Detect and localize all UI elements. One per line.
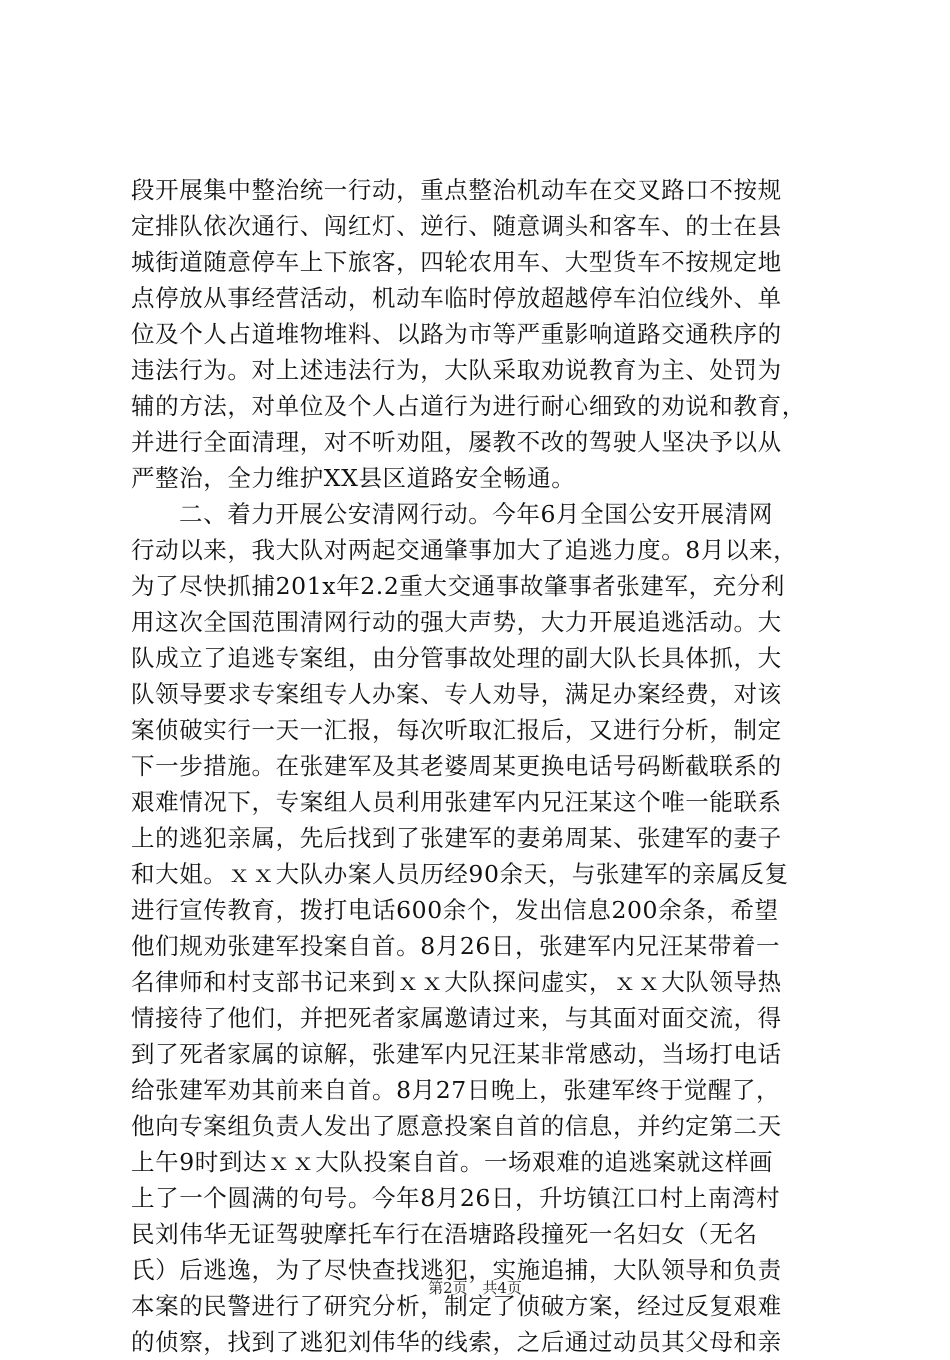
text-line: 他向专案组负责人发出了愿意投案自首的信息，并约定第二天 <box>131 1112 782 1140</box>
text-line: 用这次全国范围清网行动的强大声势，大力开展追逃活动。大 <box>131 608 782 636</box>
body-text <box>131 172 851 1360</box>
text-line: 严整治，全力维护XX县区道路安全畅通。 <box>131 464 576 492</box>
page-number: 第2页 <box>428 1279 468 1297</box>
text-line: 情接待了他们，并把死者家属邀请过来，与其面对面交流，得 <box>131 1004 782 1032</box>
text-line: 队成立了追逃专案组，由分管事故处理的副大队长具体抓，大 <box>131 644 782 672</box>
text-line: 给张建军劝其前来自首。8月27日晚上，张建军终于觉醒了， <box>131 1076 781 1104</box>
text-line: 到了死者家属的谅解，张建军内兄汪某非常感动，当场打电话 <box>131 1040 782 1068</box>
text-line: 城街道随意停车上下旅客，四轮农用车、大型货车不按规定地 <box>131 248 782 276</box>
text-line: 下一步措施。在张建军及其老婆周某更换电话号码断截联系的 <box>131 752 782 780</box>
text-line: 违法行为。对上述违法行为，大队采取劝说教育为主、处罚为 <box>131 356 782 384</box>
text-line: 他们规劝张建军投案自首。8月26日，张建军内兄汪某带着一 <box>131 932 781 960</box>
page-total: 共4页 <box>482 1279 522 1297</box>
text-line: 为了尽快抓捕201x年2.2重大交通事故肇事者张建军，充分利 <box>131 572 785 600</box>
text-line: 定排队依次通行、闯红灯、逆行、随意调头和客车、的士在县 <box>131 212 782 240</box>
text-line: 民刘伟华无证驾驶摩托车行在浯塘路段撞死一名妇女（无名 <box>131 1220 758 1248</box>
text-line: 点停放从事经营活动，机动车临时停放超越停车泊位线外、单 <box>131 284 782 312</box>
text-line: 辅的方法，对单位及个人占道行为进行耐心细致的劝说和教育， <box>131 392 806 420</box>
text-line: 位及个人占道堆物堆料、以路为市等严重影响道路交通秩序的 <box>131 320 782 348</box>
text-line: 艰难情况下，专案组人员利用张建军内兄汪某这个唯一能联系 <box>131 788 782 816</box>
text-line: 上午9时到达ｘｘ大队投案自首。一场艰难的追逃案就这样画 <box>131 1148 774 1176</box>
text-line: 并进行全面清理，对不听劝阻，屡教不改的驾驶人坚决予以从 <box>131 428 782 456</box>
text-line: 上了一个圆满的句号。今年8月26日，升坊镇江口村上南湾村 <box>131 1184 781 1212</box>
paragraph-start-line: 二、着力开展公安清网行动。今年6月全国公安开展清网 <box>179 500 773 528</box>
text-line: 队领导要求专案组专人办案、专人劝导，满足办案经费，对该 <box>131 680 782 708</box>
text-line: 氏）后逃逸，为了尽快查找逃犯，实施追捕，大队领导和负责 <box>131 1256 782 1284</box>
text-line: 行动以来，我大队对两起交通肇事加大了追逃力度。8月以来， <box>131 536 798 564</box>
text-line: 案侦破实行一天一汇报，每次听取汇报后，又进行分析，制定 <box>131 716 782 744</box>
text-line: 的侦察，找到了逃犯刘伟华的线索，之后通过动员其父母和亲 <box>131 1328 782 1356</box>
text-line: 上的逃犯亲属，先后找到了张建军的妻弟周某、张建军的妻子 <box>131 824 782 852</box>
text-line: 名律师和村支部书记来到ｘｘ大队探问虚实，ｘｘ大队领导热 <box>131 968 782 996</box>
text-line: 和大姐。ｘｘ大队办案人员历经90余天，与张建军的亲属反复 <box>131 860 789 888</box>
text-line: 本案的民警进行了研究分析，制定了侦破方案，经过反复艰难 <box>131 1292 782 1320</box>
text-line: 段开展集中整治统一行动，重点整治机动车在交叉路口不按规 <box>131 176 782 204</box>
text-line: 进行宣传教育，拨打电话600余个，发出信息200余条，希望 <box>131 896 779 924</box>
page-footer <box>0 1278 950 1298</box>
